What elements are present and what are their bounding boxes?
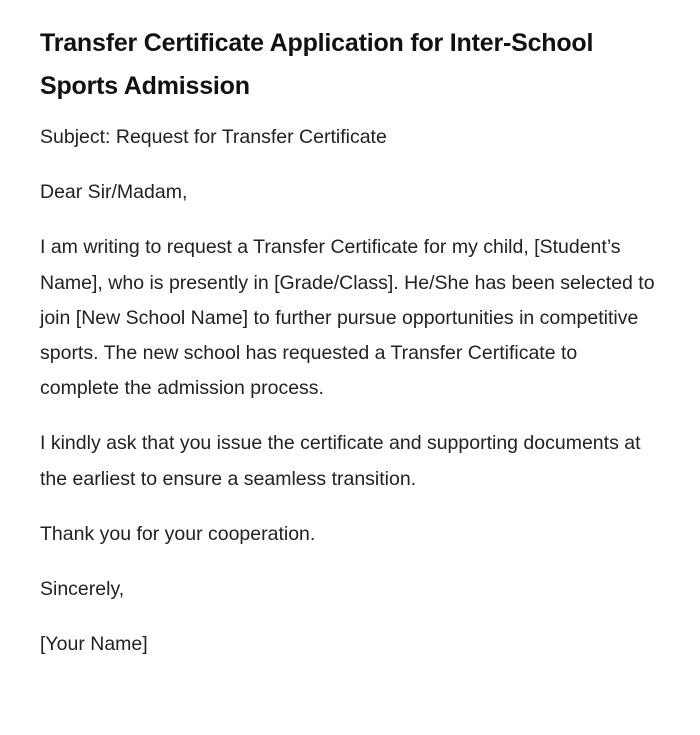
letter-subject: Subject: Request for Transfer Certificate xyxy=(40,126,387,148)
letter-thanks: Thank you for your cooperation. xyxy=(40,522,316,545)
letter-title: Transfer Certificate Application for Inter-School Sports Admission xyxy=(40,29,594,100)
letter-sign-off: Sincerely, xyxy=(40,578,125,601)
letter-paragraph-request: I am writing to request a Transfer Certificate for my child, [Student’s Name], who is presently in [Grade/Class]. He/She has been selected to join [New School Name] to further pursue opportunities in competitive sports. The new school has requested a Transfer Certificate to complete the admission process. xyxy=(40,236,655,400)
letter-paragraph-ask: I kindly ask that you issue the certificate and supporting documents at the earliest to ensure a seamless transition. xyxy=(40,432,641,490)
letter-signature: [Your Name] xyxy=(40,633,148,656)
letter-greeting: Dear Sir/Madam, xyxy=(40,181,188,204)
